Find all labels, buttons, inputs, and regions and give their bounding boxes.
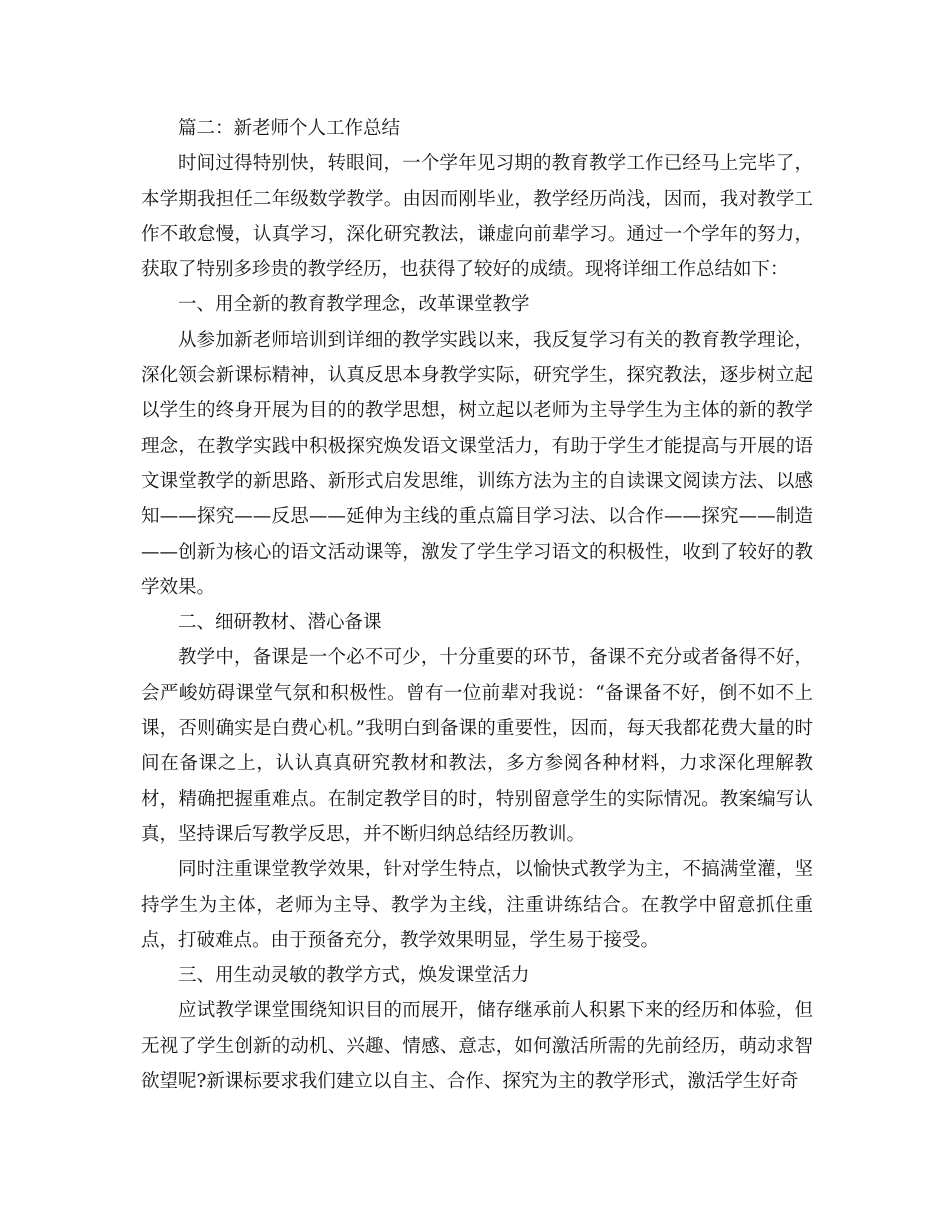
- section-heading-1: 一、用全新的教育教学理念，改革课堂教学: [178, 294, 530, 316]
- document-page: [141, 111, 813, 1099]
- section-2-paragraph-1: 教学中，备课是一个必不可少，十分重要的环节，备课不充分或者备得不好，会严峻妨碍课堂气氛和积极性。曾有一位前辈对我说：“备课备不好，倒不如不上课，否则确实是白费心机。”我明白到备课的重要性，因而，每天我都花费大量的时间在备课之上，认认真真研究教材和教法，多方参阅各种材料，力求深化理解教材，精确把握重难点。在制定教学目的时，特别留意学生的实际情况。教案编写认真，坚持课后写教学反思，并不断归纳总结经历教训。: [141, 647, 813, 845]
- section-3-paragraph: 应试教学课堂围绕知识目的而展开，储存继承前人积累下来的经历和体验，但无视了学生创新的动机、兴趣、情感、意志，如何激活所需的先前经历，萌动求智欲望呢?新课标要求我们建立以自主、合作、探究为主的教学形式，激活学生好奇: [141, 1000, 813, 1093]
- section-1-paragraph: 从参加新老师培训到详细的教学实践以来，我反复学习有关的教育教学理论，深化领会新课标精神，认真反思本身教学实际，研究学生，探究教法，逐步树立起以学生的终身开展为目的的教学思想，树立起以老师为主导学生为主体的新的教学理念，在教学实践中积极探究焕发语文课堂活力，有助于学生才能提高与开展的语文课堂教学的新思路、新形式启发思维，训练方法为主的自读课文阅读方法、以感知——探究——反思——延伸为主线的重点篇目学习法、以合作——探究——制造——创新为核心的语文活动课等，激发了学生学习语文的积极性，收到了较好的教学效果。: [141, 329, 813, 598]
- section-title: 篇二：新老师个人工作总结: [178, 118, 401, 139]
- section-heading-2: 二、细研教材、潜心备课: [178, 612, 382, 634]
- section-2-paragraph-2: 同时注重课堂教学效果，针对学生特点，以愉快式教学为主，不搞满堂灌，坚持学生为主体，老师为主导、教学为主线，注重讲练结合。在教学中留意抓住重点，打破难点。由于预备充分，教学效果明显，学生易于接受。: [141, 859, 813, 951]
- intro-paragraph: 时间过得特别快，转眼间，一个学年见习期的教育教学工作已经马上完毕了，本学期我担任二年级数学教学。由因而刚毕业，教学经历尚浅，因而，我对教学工作不敢怠慢，认真学习，深化研究教法，谦虚向前辈学习。通过一个学年的努力，获取了特别多珍贵的教学经历，也获得了较好的成绩。现将详细工作总结如下：: [141, 153, 813, 281]
- section-heading-3: 三、用生动灵敏的教学方式，焕发课堂活力: [178, 965, 530, 987]
